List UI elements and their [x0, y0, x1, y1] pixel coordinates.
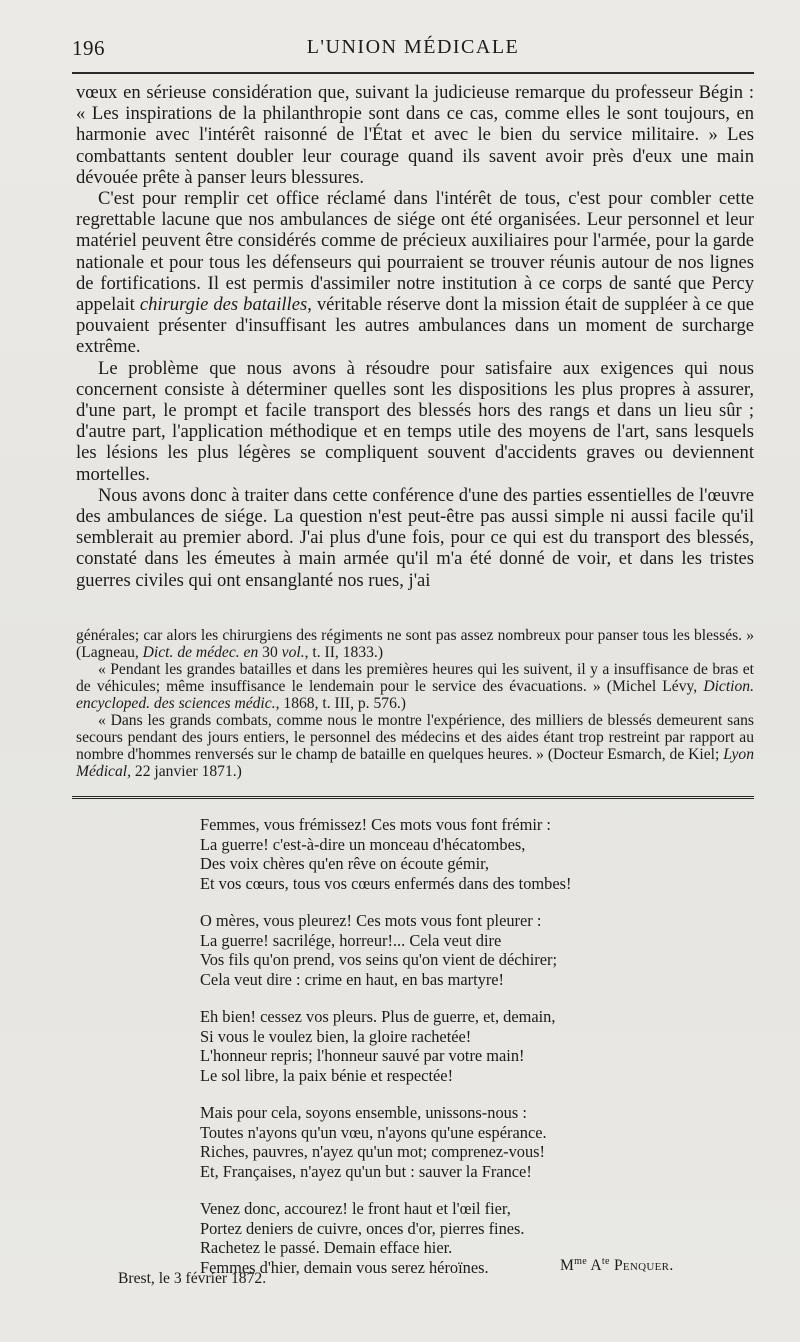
- poem-line: L'honneur repris; l'honneur sauvé par votre main!: [200, 1046, 525, 1065]
- poem-line: La guerre! sacrilége, horreur!... Cela veut dire: [200, 930, 502, 950]
- footnotes: [76, 627, 754, 780]
- poem-line: Femmes d'hier, demain vous serez héroïnes.: [200, 1257, 489, 1277]
- page-number: 196: [72, 36, 105, 60]
- poem-stanza: [200, 1103, 720, 1181]
- footnote-1-text-c: , t. II, 1833.): [304, 644, 384, 661]
- poem-line: Portez deniers de cuivre, onces d'or, pierres fines.: [200, 1218, 525, 1238]
- paragraph-2-part-a: C'est pour remplir cet office réclamé dans l'intérêt de tous, c'est pour combler cette regrettable lacune que nos ambulances de siége ont été organisées. Leur personnel et leur matériel peuvent être considérés comme de précieux auxiliaires pour l'armée, pour la garde nationale et pour tous les défenseurs qui pourraient se trouver réunis autour de nos lignes de fortifications. Il est permis d'assimiler notre institution à ce corps de santé que Percy appelait: [76, 188, 754, 316]
- poem-dateline: Brest, le 3 février 1872.: [118, 1270, 267, 1287]
- main-text: [76, 82, 754, 591]
- running-title: L'UNION MÉDICALE: [306, 36, 520, 58]
- poem-stanza: [200, 1007, 720, 1085]
- poem-line: Et, Françaises, n'ayez qu'un but : sauver la France!: [200, 1161, 532, 1181]
- poem-line: Rachetez le passé. Demain efface hier.: [200, 1238, 453, 1257]
- footnote-3: [76, 712, 754, 780]
- poem-line: Si vous le voulez bien, la gloire rachetée!: [200, 1026, 472, 1046]
- paragraph-4: Nous avons donc à traiter dans cette conférence d'une des parties essentielles de l'œuvre des ambulances de siége. La question n'est peut-être pas aussi simple ni aussi facile qu'il semblerait au premier abord. J'ai plus d'une fois, pour ce qui est du transport des blessés, constaté dans les émeutes à main armée qu'il m'a été donné de voir, et dans les tristes guerres civiles qui ont ensanglanté nos rues, j'ai: [76, 484, 754, 591]
- poem-line: Venez donc, accourez! le front haut et l'œil fier,: [200, 1199, 511, 1218]
- poem-line: Toutes n'ayons qu'un vœu, n'ayons qu'une espérance.: [200, 1122, 547, 1142]
- footnote-3-text-a: « Dans les grands combats, comme nous le montre l'expérience, des milliers de blessés demeurent sans secours pendant des jours entiers, le personnel des médecins et des aides étant trop restreint par rapport au nombre d'hommes renversés sur le champ de bataille en quelques heures. » (Docteur Esmarch, de Kiel;: [76, 712, 754, 763]
- paragraph-2-part-b: , véritable réserve dont la mission était de suppléer à ce que pouvaient présenter d'insuffisant les autres ambulances dans un moment de surcharge extrême.: [76, 294, 755, 358]
- poem-line: La guerre! c'est-à-dire un monceau d'hécatombes,: [200, 834, 526, 854]
- poem-line: Des voix chères qu'en rêve on écoute gémir,: [200, 854, 490, 873]
- footnote-1-italic-2: vol.: [281, 644, 305, 661]
- poem-line: Cela veut dire : crime en haut, en bas martyre!: [200, 969, 505, 989]
- paragraph-2: [76, 188, 754, 358]
- footnote-1-italic: Dict. de médec. en: [142, 644, 259, 661]
- footnote-2: [76, 661, 754, 712]
- footnote-2-text-b: , 1868, t. III, p. 576.): [275, 695, 406, 712]
- poem-line: Femmes, vous frémissez! Ces mots vous font frémir :: [200, 815, 551, 834]
- poem-line: O mères, vous pleurez! Ces mots vous font pleurer :: [200, 911, 542, 930]
- footnote-1-text-a: générales; car alors les chirurgiens des régiments ne sont pas assez nombreux pour panser tous les blessés. » (Lagneau,: [76, 627, 754, 661]
- poem-line: Mais pour cela, soyons ensemble, unissons-nous :: [200, 1103, 527, 1122]
- poem-line: Riches, pauvres, n'ayez qu'un mot; comprenez-vous!: [200, 1142, 545, 1161]
- footnote-3-text-b: 22 janvier 1871.): [131, 763, 242, 780]
- poem-stanza: [200, 815, 720, 893]
- poem-line: Le sol libre, la paix bénie et respectée!: [200, 1065, 454, 1085]
- page-header: [72, 36, 754, 66]
- poem-signature: $M^{me}$ $A^{te}$ Penquer.: [560, 1256, 674, 1275]
- footnote-2-italic: Diction. encycloped. des sciences médic.: [76, 678, 754, 712]
- poem-line: Vos fils qu'on prend, vos seins qu'on vient de déchirer;: [200, 950, 558, 969]
- footnote-1: [76, 627, 754, 661]
- footnote-2-text-a: « Pendant les grandes batailles et dans les premières heures qui les suivent, il y a insuffisance de bras et de véhicules; même insuffisance le lendemain pour le service des évacuations. » (Michel Lévy,: [76, 661, 754, 695]
- paragraph-1: vœux en sérieuse considération que, suivant la judicieuse remarque du professeur Bégin : « Les inspirations de la philanthropie sont dans ce cas, comme elles le sont toujours, en harmonie avec l'intérêt raisonné de l'État et avec le bien du service militaire. » Les combattants sentent doubler leur courage quand ils savent avoir près d'eux une main dévouée prête à panser leurs blessures.: [76, 82, 754, 188]
- footnote-3-italic: Lyon Médical,: [76, 746, 754, 780]
- paragraph-2-italic: chirurgie des batailles: [139, 294, 308, 316]
- footnote-1-text-b: 30: [258, 644, 282, 661]
- poem: [200, 815, 720, 1295]
- poem-line: Eh bien! cessez vos pleurs. Plus de guerre, et, demain,: [200, 1007, 556, 1026]
- poem-stanza: [200, 911, 720, 989]
- header-rule: [72, 72, 754, 74]
- paragraph-3: Le problème que nous avons à résoudre pour satisfaire aux exigences qui nous concernent consiste à déterminer quelles sont les dispositions les plus propres à assurer, d'une part, le prompt et facile transport des blessés hors des rangs et dans un lieu sûr ; d'autre part, l'application méthodique et en temps utile des moyens de l'art, sans lesquels les lésions les plus légères se compliquent souvent d'accidents graves ou deviennent mortelles.: [76, 357, 754, 485]
- poem-line: Et vos cœurs, tous vos cœurs enfermés dans des tombes!: [200, 873, 572, 893]
- poem-separator-rule: [72, 796, 754, 801]
